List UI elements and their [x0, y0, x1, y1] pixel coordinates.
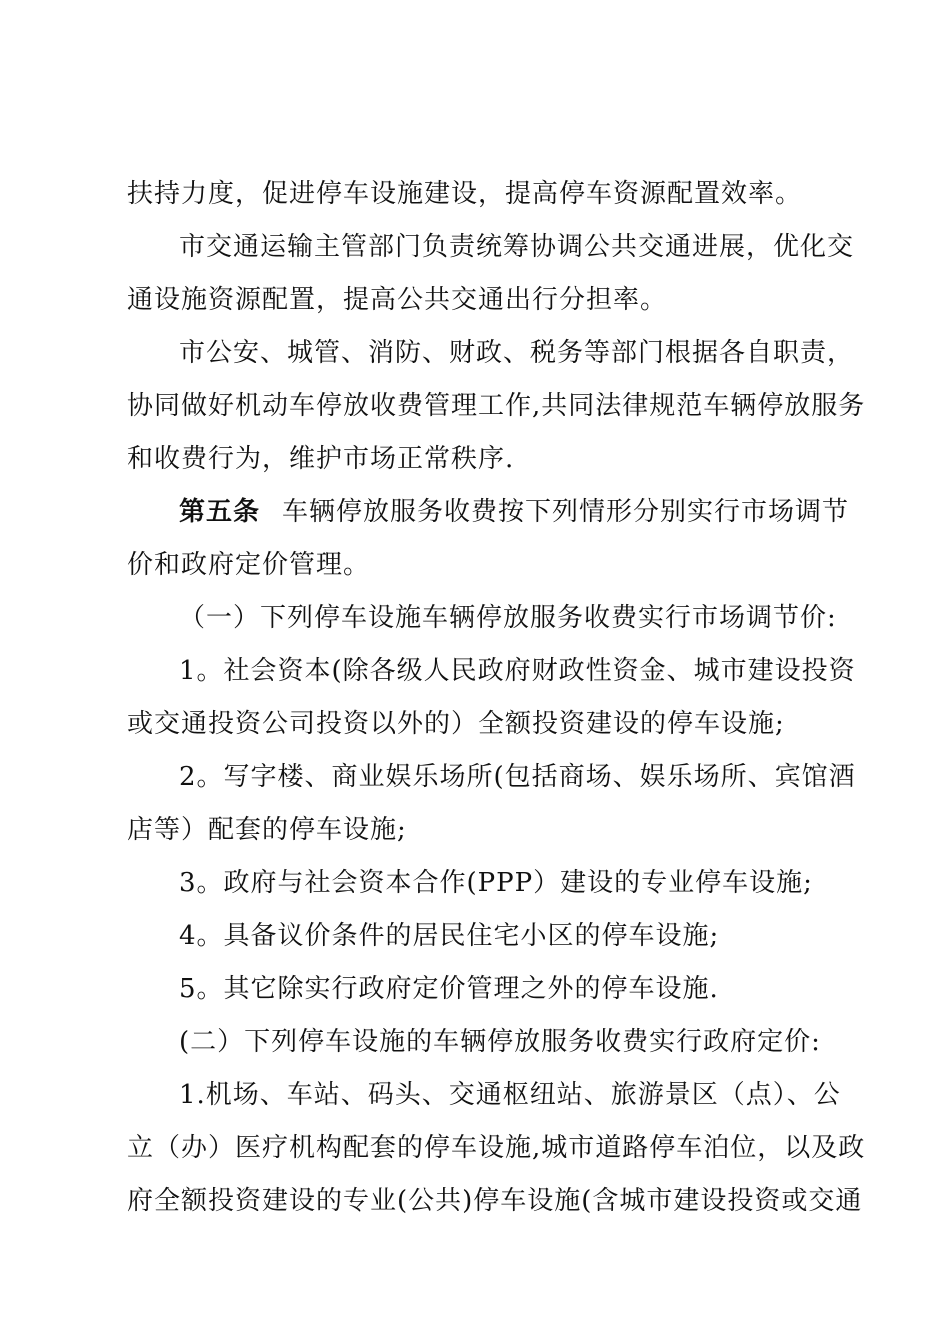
list-item-line: 1。社会资本(除各级人民政府财政性资金、城市建设投资	[179, 656, 856, 686]
paragraph-line: 协同做好机动车停放收费管理工作,共同法律规范车辆停放服务	[127, 391, 866, 421]
paragraph-line: 店等）配套的停车设施;	[127, 815, 407, 845]
list-item-line: 5。其它除实行政府定价管理之外的停车设施.	[179, 974, 719, 1004]
paragraph-line: 和收费行为，维护市场正常秩序.	[127, 444, 515, 474]
paragraph-line: 市交通运输主管部门负责统筹协调公共交通进展，优化交	[179, 232, 855, 262]
list-item-line: 4。具备议价条件的居民住宅小区的停车设施;	[179, 921, 720, 951]
document-body	[127, 168, 866, 1228]
article-text: 车辆停放服务收费按下列情形分别实行市场调节	[282, 497, 850, 527]
paragraph-line: (二）下列停车设施的车辆停放服务收费实行政府定价:	[179, 1027, 821, 1057]
paragraph-line: 价和政府定价管理。	[127, 550, 371, 580]
paragraph-line: 立（办）医疗机构配套的停车设施,城市道路停车泊位，以及政	[127, 1133, 866, 1163]
list-item-line: 1.机场、车站、码头、交通枢纽站、旅游景区（点）、公	[179, 1080, 841, 1110]
paragraph-line: 或交通投资公司投资以外的）全额投资建设的停车设施;	[127, 709, 785, 739]
list-item-line: 3。政府与社会资本合作(PPP）建设的专业停车设施;	[179, 868, 813, 898]
article-label: 第五条	[179, 497, 261, 527]
paragraph-line: 通设施资源配置，提高公共交通出行分担率。	[127, 285, 668, 315]
list-item-line: 2。写字楼、商业娱乐场所(包括商场、娱乐场所、宾馆酒	[179, 762, 856, 792]
paragraph-line: 府全额投资建设的专业(公共)停车设施(含城市建设投资或交通	[127, 1186, 863, 1216]
article-heading-line	[127, 486, 850, 539]
paragraph-line: 扶持力度，促进停车设施建设，提高停车资源配置效率。	[127, 179, 803, 209]
paragraph-line: （一）下列停车设施车辆停放服务收费实行市场调节价:	[179, 603, 837, 633]
paragraph-line: 市公安、城管、消防、财政、税务等部门根据各自职责，	[179, 338, 855, 368]
